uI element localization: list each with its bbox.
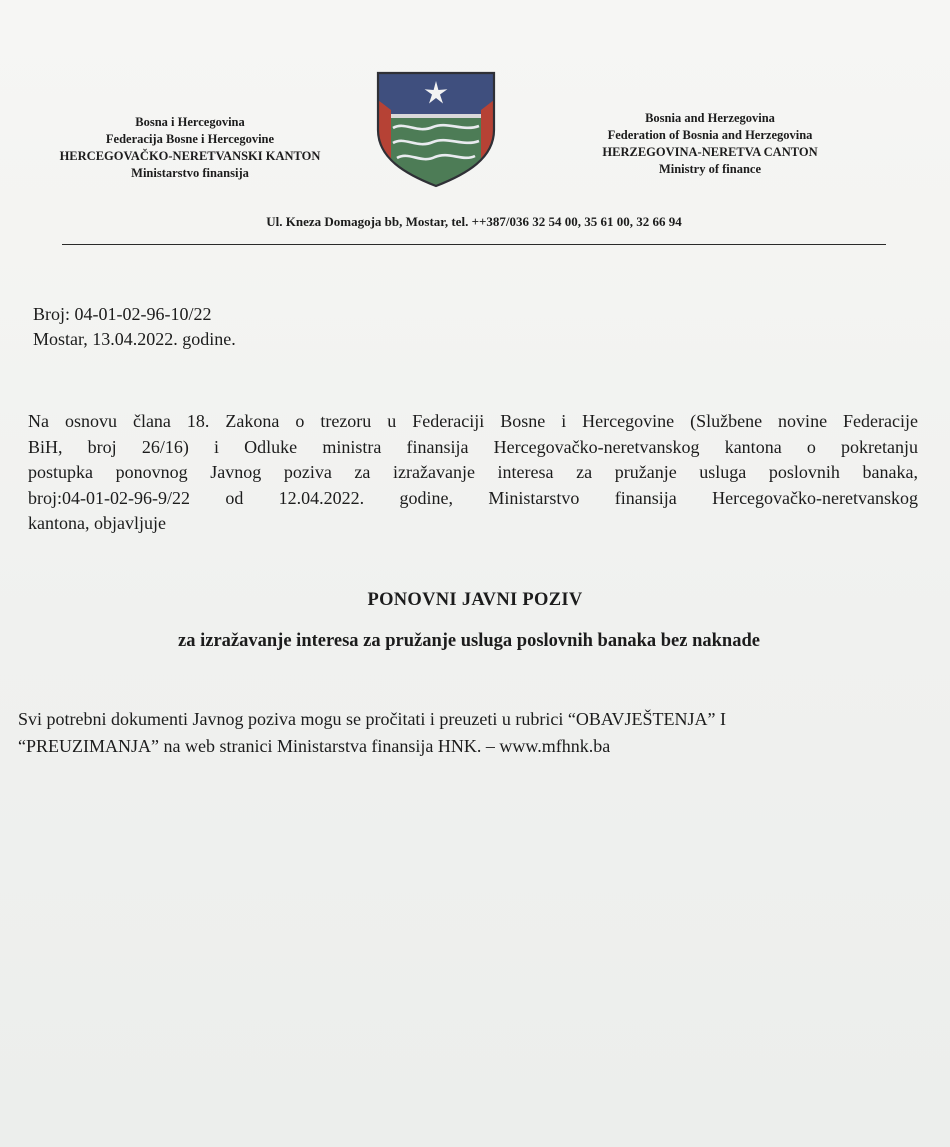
notice-line: Svi potrebni dokumenti Javnog poziva mogu se pročitati i preuzeti u rubrici “OBAVJEŠTENJA” I: [18, 709, 727, 729]
notice-line: “PREUZIMANJA” na web stranici Ministarstva finansija HNK. – www.mfhnk.ba: [18, 736, 611, 756]
header-left-line: Bosna i Hercegovina: [135, 115, 245, 129]
coat-of-arms-icon: [375, 70, 497, 188]
header-left-block: [30, 114, 350, 182]
body-paragraph: [28, 409, 918, 537]
header-right-line: Bosnia and Herzegovina: [645, 111, 775, 125]
header-divider: [62, 244, 886, 245]
reference-place-date: Mostar, 13.04.2022. godine.: [33, 329, 236, 349]
document-title: PONOVNI JAVNI POZIV: [367, 590, 583, 610]
header-left-line: HERCEGOVAČKO-NERETVANSKI KANTON: [59, 149, 321, 163]
body-line: postupka ponovnog Javnog poziva za izražavanje interesa za pružanje usluga poslovnih banaka,: [28, 462, 918, 482]
body-line: Na osnovu člana 18. Zakona o trezoru u Federaciji Bosne i Hercegovine (Službene novine Federacije: [28, 411, 918, 431]
header-right-line: Ministry of finance: [658, 162, 762, 176]
reference-block: [33, 302, 236, 352]
header-right-line: Federation of Bosnia and Herzegovina: [607, 128, 813, 142]
header-left-line: Ministarstvo finansija: [131, 166, 249, 180]
header-right-block: [575, 110, 845, 178]
reference-number: Broj: 04-01-02-96-10/22: [33, 304, 212, 324]
body-line: BiH, broj 26/16) i Odluke ministra finansija Hercegovačko-neretvanskog kantona o pokretanju: [28, 436, 918, 457]
body-line: broj:04-01-02-96-9/22 od 12.04.2022. godine, Ministarstvo finansija Hercegovačko-neretvanskog: [28, 487, 918, 508]
notice-paragraph: [18, 706, 918, 760]
body-line: kantona, objavljuje: [28, 513, 166, 533]
header-left-line: Federacija Bosne i Hercegovine: [105, 132, 275, 146]
header-right-line: HERZEGOVINA-NERETVA CANTON: [602, 145, 818, 159]
document-subtitle: za izražavanje interesa za pružanje usluga poslovnih banaka bez naknade: [178, 631, 760, 651]
ministry-address: Ul. Kneza Domagoja bb, Mostar, tel. ++387/036 32 54 00, 35 61 00, 32 66 94: [266, 214, 682, 229]
